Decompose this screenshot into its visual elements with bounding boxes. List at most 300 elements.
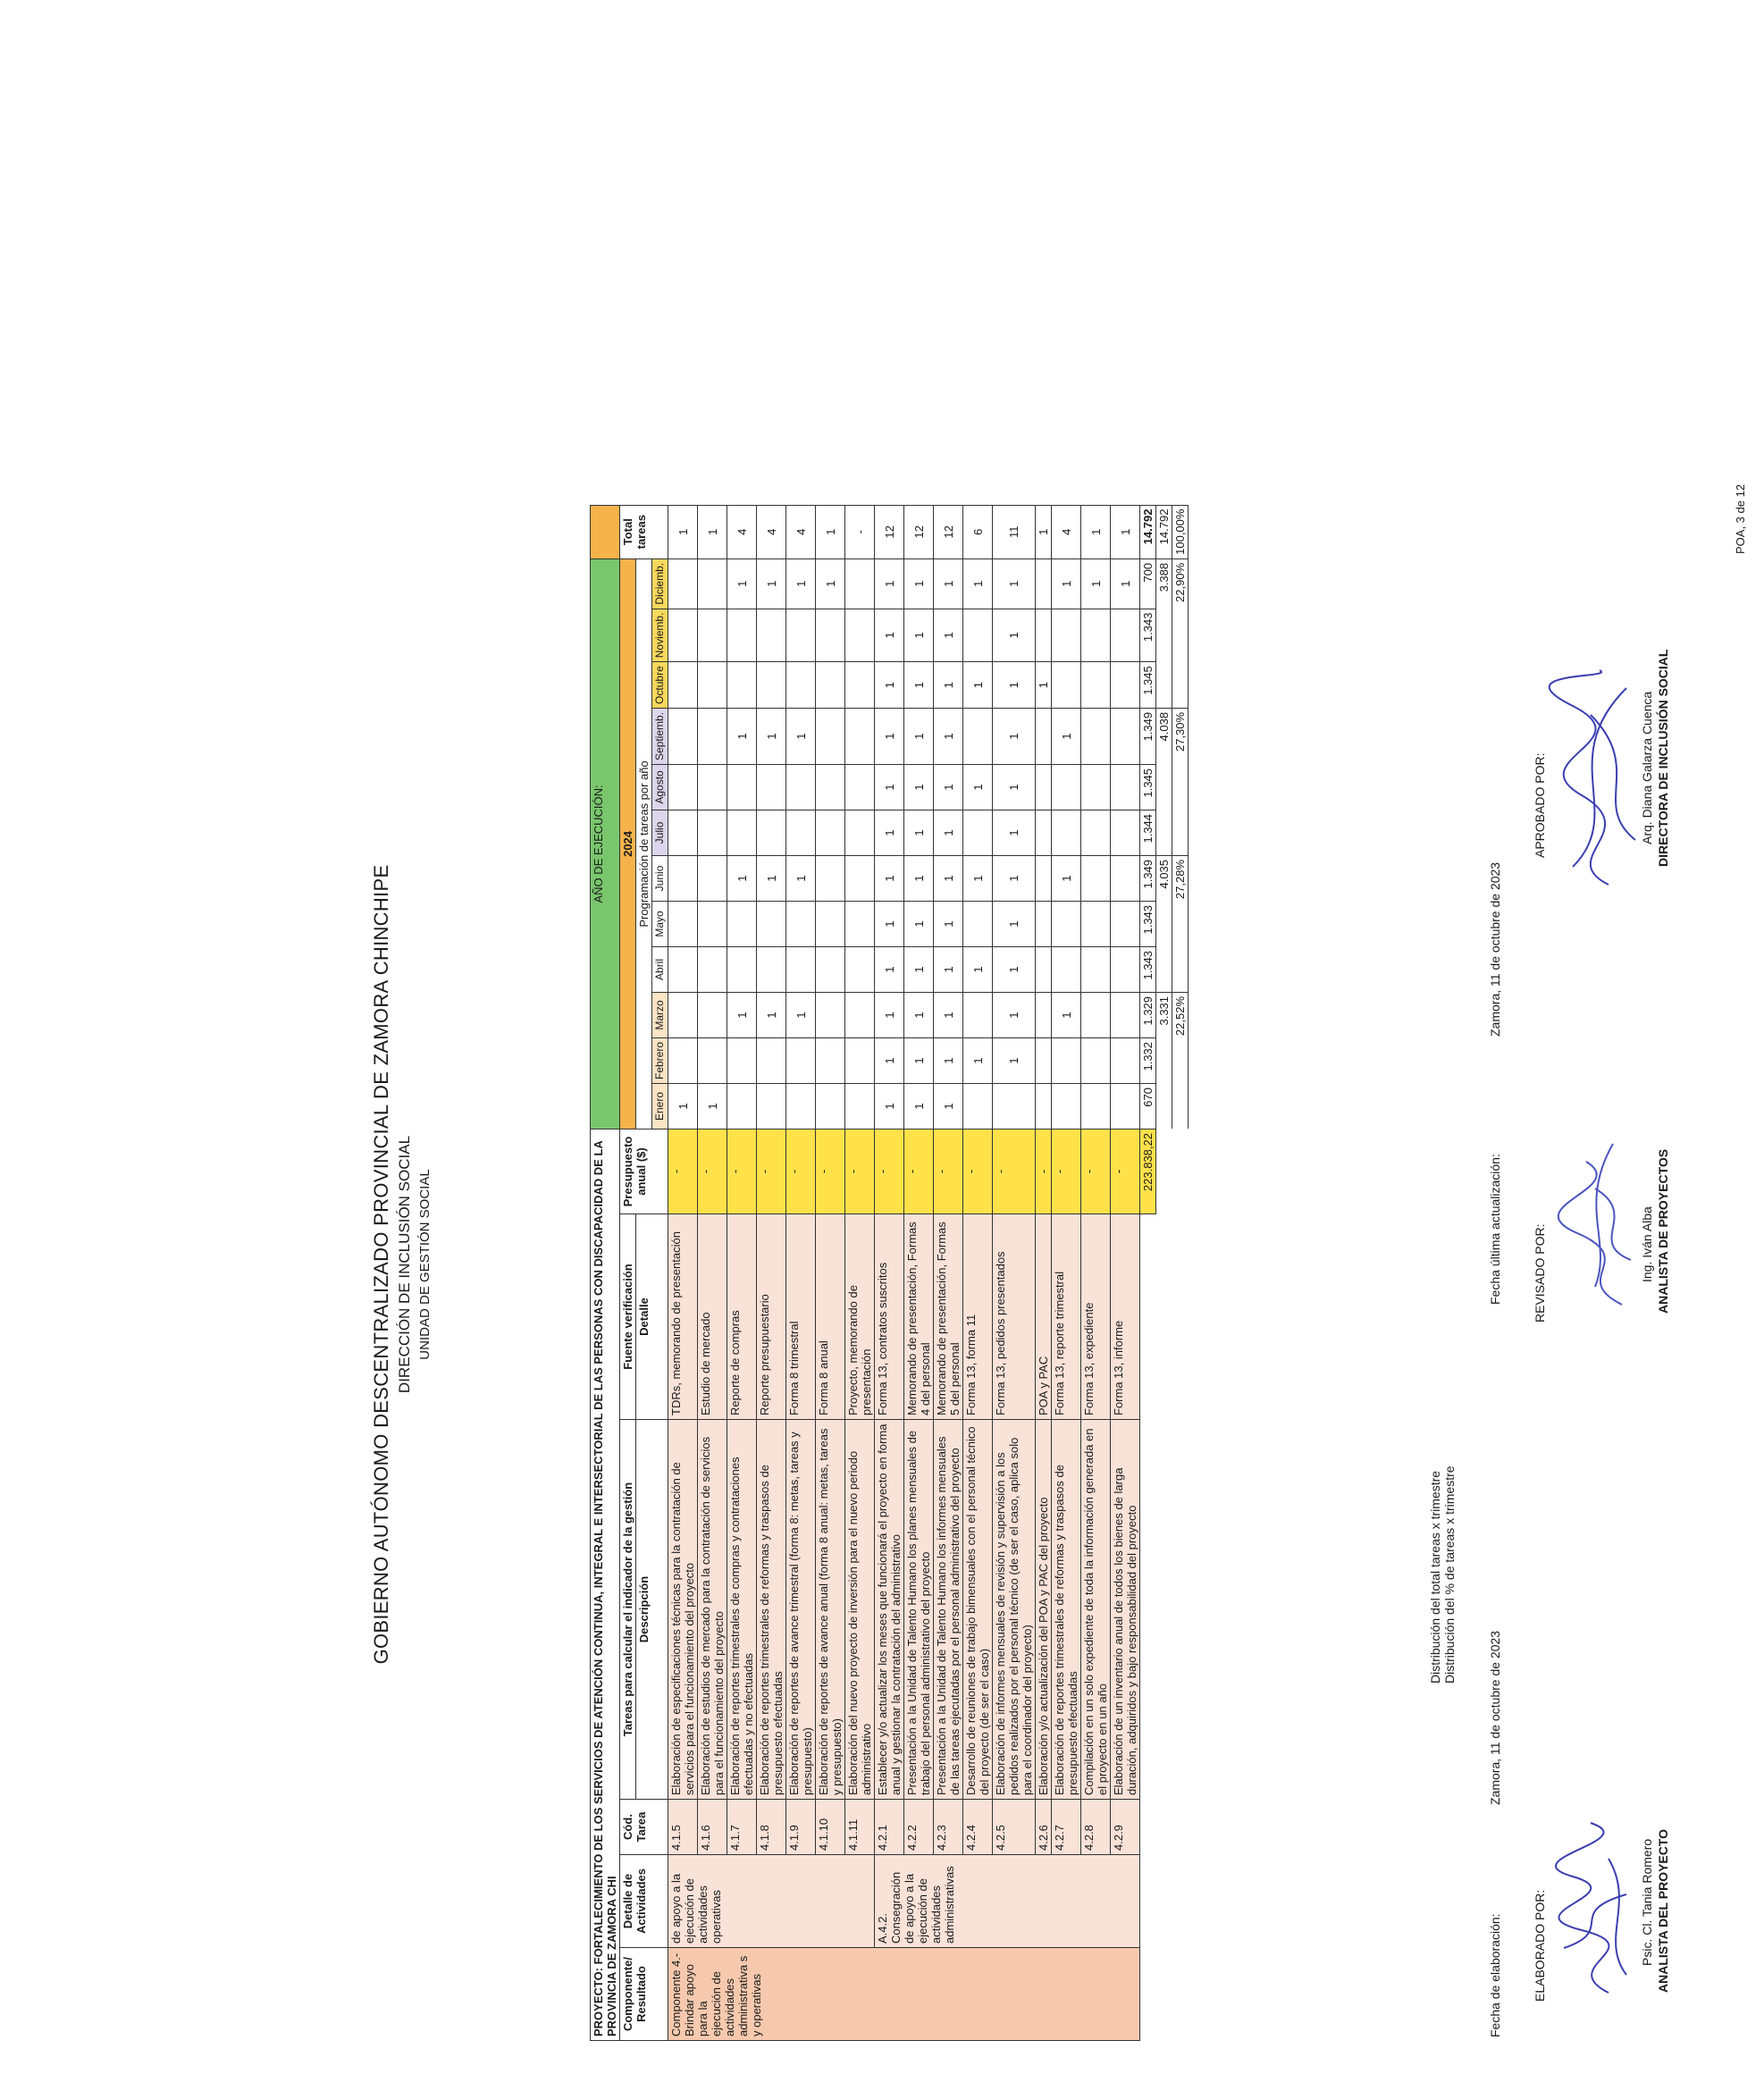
table-row	[668, 505, 698, 2040]
month-cell: 1	[963, 946, 993, 992]
month-cell: 1	[993, 609, 1036, 662]
month-cell: 1	[875, 558, 904, 609]
fuente-cell: Forma 13, pedidos presentados	[993, 1214, 1036, 1420]
presupuesto-cell: -	[904, 1129, 934, 1214]
cod-tarea-cell: 4.2.9	[1111, 1800, 1140, 1855]
month-cell: 1	[904, 662, 934, 709]
table-row	[757, 505, 786, 2040]
fuente-cell: Reporte presupuestario	[757, 1214, 786, 1420]
month-cell: 1	[934, 558, 963, 609]
month-cell	[845, 1037, 875, 1083]
month-header: Agosto	[652, 764, 668, 810]
month-cell: 1	[904, 946, 934, 992]
month-cell	[1111, 1037, 1140, 1083]
month-cell	[1111, 855, 1140, 901]
month-cell: 1	[904, 609, 934, 662]
month-cell	[816, 1037, 845, 1083]
month-cell: 1	[993, 855, 1036, 901]
month-cell	[1036, 609, 1052, 662]
month-cell	[816, 662, 845, 709]
month-cell: 1	[993, 558, 1036, 609]
month-cell: 1	[1081, 558, 1111, 609]
table-row	[993, 505, 1036, 2040]
month-cell: 1	[727, 992, 757, 1037]
presupuesto-cell: -	[875, 1129, 904, 1214]
month-total: 1.345	[1140, 662, 1156, 709]
month-cell: 1	[993, 708, 1036, 764]
month-cell	[757, 764, 786, 810]
quarter-total: 14.792	[1156, 505, 1172, 558]
cod-tarea-cell: 4.1.7	[727, 1800, 757, 1855]
descripcion-cell: Elaboración y/o actualización del POA y PAC del proyecto	[1036, 1420, 1052, 1800]
month-cell: 1	[757, 855, 786, 901]
col-fuente: Fuente verificación	[620, 1214, 636, 1420]
month-cell	[1081, 764, 1111, 810]
total-cell: 4	[1052, 505, 1081, 558]
month-cell	[1036, 764, 1052, 810]
month-cell	[1036, 992, 1052, 1037]
month-cell	[757, 662, 786, 709]
month-cell: 1	[963, 764, 993, 810]
month-cell: 1	[934, 992, 963, 1037]
month-cell	[1052, 609, 1081, 662]
revisado-name: Ing. Iván Alba	[1640, 1206, 1654, 1282]
month-cell	[963, 901, 993, 946]
month-cell	[668, 810, 698, 855]
month-cell	[1111, 992, 1140, 1037]
month-header: Marzo	[652, 992, 668, 1037]
month-cell	[963, 708, 993, 764]
descripcion-cell: Elaboración de reportes trimestrales de reformas y traspasos de presupuesto efectuadas	[1052, 1420, 1081, 1800]
month-cell	[757, 946, 786, 992]
month-header: Julio	[652, 810, 668, 855]
presupuesto-cell: -	[1052, 1129, 1081, 1214]
month-cell	[1111, 1084, 1140, 1129]
month-cell: 1	[1111, 558, 1140, 609]
month-cell: 1	[698, 1084, 727, 1129]
month-cell: 1	[727, 855, 757, 901]
table-row	[1036, 505, 1052, 2040]
month-cell	[668, 662, 698, 709]
month-cell	[786, 662, 816, 709]
fuente-cell: Memorando de presentación, Formas 5 del personal	[934, 1214, 963, 1420]
presupuesto-cell: -	[963, 1129, 993, 1214]
distribution-total-label: Distribución del total tareas x trimestre	[1428, 1470, 1442, 1684]
total-cell: 4	[786, 505, 816, 558]
descripcion-cell: Elaboración de informes mensuales de revisión y supervisión a los pedidos realizados por el personal técnico (de ser el caso, aplica solo para el coordinador del proyecto)	[993, 1420, 1036, 1800]
page-number: POA, 3 de 12	[1734, 483, 1747, 554]
month-cell: 1	[904, 1084, 934, 1129]
fuente-cell: Forma 13, forma 11	[963, 1214, 993, 1420]
month-cell: 1	[963, 662, 993, 709]
month-cell: 1	[875, 662, 904, 709]
elaborado-name: Psic. Cl. Tania Romero	[1640, 1838, 1654, 1966]
table-row	[875, 505, 904, 2040]
month-cell	[757, 609, 786, 662]
presupuesto-cell: -	[1081, 1129, 1111, 1214]
month-cell	[757, 810, 786, 855]
month-cell	[1081, 609, 1111, 662]
month-cell	[668, 1037, 698, 1083]
table-row	[934, 505, 963, 2040]
month-cell: 1	[1052, 855, 1081, 901]
month-cell	[963, 992, 993, 1037]
month-cell	[1081, 810, 1111, 855]
cod-tarea-cell: 4.1.8	[757, 1800, 786, 1855]
month-header: Febrero	[652, 1037, 668, 1083]
month-cell	[1111, 609, 1140, 662]
revisado-role: ANALISTA DE PROYECTOS	[1656, 1148, 1670, 1314]
month-cell	[1036, 901, 1052, 946]
descripcion-cell: Establecer y/o actualizar los meses que funcionará el proyecto en forma anual y gestionar la contratación del administrativo	[875, 1420, 904, 1800]
month-cell: 1	[1036, 662, 1052, 709]
month-cell	[668, 946, 698, 992]
cod-tarea-cell: 4.1.11	[845, 1800, 875, 1855]
fuente-cell: Reporte de compras	[727, 1214, 757, 1420]
month-cell: 1	[875, 901, 904, 946]
cod-tarea-cell: 4.2.7	[1052, 1800, 1081, 1855]
month-cell	[816, 901, 845, 946]
month-cell: 1	[904, 1037, 934, 1083]
month-cell: 1	[934, 662, 963, 709]
quarter-percent-row	[1172, 505, 1189, 2040]
month-cell: 1	[875, 992, 904, 1037]
month-cell: 1	[1052, 558, 1081, 609]
total-cell: 1	[1081, 505, 1111, 558]
descripcion-cell: Elaboración de reportes de avance trimestral (forma 8: metas, tareas y presupuesto)	[786, 1420, 816, 1800]
month-cell	[1036, 1084, 1052, 1129]
total-cell: 12	[904, 505, 934, 558]
total-cell: 1	[1111, 505, 1140, 558]
month-cell	[845, 662, 875, 709]
month-header: Junio	[652, 855, 668, 901]
quarter-value: 3.331	[1156, 992, 1172, 1129]
month-cell	[1081, 662, 1111, 709]
month-total: 1.332	[1140, 1037, 1156, 1083]
month-cell	[816, 855, 845, 901]
month-cell: 1	[904, 558, 934, 609]
fuente-cell: Forma 8 trimestral	[786, 1214, 816, 1420]
month-cell: 1	[934, 810, 963, 855]
fuente-cell: Memorando de presentación, Formas 4 del personal	[904, 1214, 934, 1420]
revisado-label: REVISADO POR:	[1533, 1223, 1547, 1323]
month-cell	[698, 764, 727, 810]
month-cell: 1	[875, 946, 904, 992]
month-cell: 1	[875, 764, 904, 810]
month-total: 1.349	[1140, 855, 1156, 901]
totals-row	[1140, 505, 1156, 2040]
month-cell	[727, 662, 757, 709]
presupuesto-cell: -	[993, 1129, 1036, 1214]
direction-title: DIRECCIÓN DE INCLUSIÓN SOCIAL	[396, 1135, 413, 1394]
month-cell: 1	[993, 662, 1036, 709]
month-header: Octubre	[652, 662, 668, 709]
month-cell: 1	[904, 901, 934, 946]
month-cell: 1	[786, 855, 816, 901]
month-cell: 1	[934, 609, 963, 662]
presupuesto-total: 223.838,22	[1140, 1129, 1156, 1214]
month-total: 700	[1140, 558, 1156, 609]
quarter-value: 3.388	[1156, 558, 1172, 708]
month-header: Enero	[652, 1084, 668, 1129]
month-cell: 1	[904, 992, 934, 1037]
month-cell	[698, 855, 727, 901]
month-cell: 1	[993, 992, 1036, 1037]
month-cell	[1036, 708, 1052, 764]
descripcion-cell: Presentación a la Unidad de Talento Humano los planes mensuales de trabajo del personal administrativo del proyecto	[904, 1420, 934, 1800]
month-cell	[786, 764, 816, 810]
month-cell: 1	[786, 558, 816, 609]
month-total: 1.343	[1140, 901, 1156, 946]
quarter-value: 4.035	[1156, 855, 1172, 992]
fuente-cell: Forma 13, contratos suscritos	[875, 1214, 904, 1420]
month-cell: 1	[993, 946, 1036, 992]
month-cell: 1	[904, 855, 934, 901]
fecha-actualizacion-value: Zamora, 11 de octubre de 2023	[1488, 861, 1502, 1037]
month-cell	[816, 708, 845, 764]
fecha-elaboracion-value: Zamora, 11 de octubre de 2023	[1488, 1630, 1502, 1805]
month-cell	[963, 810, 993, 855]
month-header: Septiemb.	[652, 708, 668, 764]
month-cell	[727, 1037, 757, 1083]
month-cell	[1111, 946, 1140, 992]
cod-tarea-cell: 4.1.10	[816, 1800, 845, 1855]
fuente-cell: Forma 13, informe	[1111, 1214, 1140, 1420]
month-cell	[1052, 946, 1081, 992]
month-cell	[1081, 1037, 1111, 1083]
month-cell: 1	[934, 708, 963, 764]
year-value: 2024	[620, 558, 636, 1129]
month-cell: 1	[993, 901, 1036, 946]
project-title: PROYECTO: FORTALECIMIENTO DE LOS SERVICIOS DE ATENCIÓN CONTINUA, INTEGRAL E INTERSECTORIAL DE LAS PERSONAS CON DISCAPACIDAD DE LA PROVINCIA DE ZAMORA CHI	[591, 1129, 620, 2041]
month-header: Mayo	[652, 901, 668, 946]
month-cell	[845, 1084, 875, 1129]
month-cell	[786, 1084, 816, 1129]
table-row	[786, 505, 816, 2040]
month-cell	[668, 901, 698, 946]
descripcion-cell: Elaboración de estudios de mercado para la contratación de servicios para el funcionamiento del proyecto	[698, 1420, 727, 1800]
month-cell	[757, 1037, 786, 1083]
fuente-cell: POA y PAC	[1036, 1214, 1052, 1420]
cod-tarea-cell: 4.2.3	[934, 1800, 963, 1855]
month-cell	[845, 946, 875, 992]
descripcion-cell: Elaboración de reportes trimestrales de compras y contrataciones efectuadas y no efectuadas	[727, 1420, 757, 1800]
month-cell	[1111, 764, 1140, 810]
col-componente: Componente/ Resultado	[620, 1948, 668, 2041]
month-cell	[1081, 992, 1111, 1037]
month-cell	[845, 855, 875, 901]
month-cell	[698, 662, 727, 709]
month-cell: 1	[934, 764, 963, 810]
month-cell: 1	[875, 855, 904, 901]
table-row	[904, 505, 934, 2040]
month-cell: 1	[993, 764, 1036, 810]
total-cell: 12	[875, 505, 904, 558]
month-total: 1.343	[1140, 946, 1156, 992]
cod-tarea-cell: 4.2.2	[904, 1800, 934, 1855]
table-row	[845, 505, 875, 2040]
cod-tarea-cell: 4.2.1	[875, 1800, 904, 1855]
month-cell	[845, 558, 875, 609]
month-cell	[1052, 901, 1081, 946]
month-cell	[698, 946, 727, 992]
month-cell: 1	[934, 855, 963, 901]
month-cell: 1	[934, 1037, 963, 1083]
fecha-actualizacion-label: Fecha última actualización:	[1488, 1154, 1502, 1305]
table-row	[1111, 505, 1140, 2040]
month-cell	[1036, 1037, 1052, 1083]
cod-tarea-cell: 4.2.8	[1081, 1800, 1111, 1855]
descripcion-cell: Desarrollo de reuniones de trabajo bimensuales con el personal técnico del proyecto (de ser el caso)	[963, 1420, 993, 1800]
presupuesto-cell: -	[934, 1129, 963, 1214]
fecha-elaboracion-label: Fecha de elaboración:	[1488, 1913, 1502, 2037]
fuente-cell: Forma 8 anual	[816, 1214, 845, 1420]
month-cell: 1	[1052, 992, 1081, 1037]
month-cell	[668, 992, 698, 1037]
month-cell	[1081, 946, 1111, 992]
month-cell	[668, 558, 698, 609]
month-cell	[1081, 855, 1111, 901]
month-cell	[963, 1084, 993, 1129]
month-total: 1.343	[1140, 609, 1156, 662]
col-programacion: Programación de tareas por año	[636, 558, 652, 1129]
month-cell: 1	[727, 708, 757, 764]
month-cell	[845, 609, 875, 662]
aprobado-role: DIRECTORA DE INCLUSIÓN SOCIAL	[1656, 649, 1670, 867]
month-cell: 1	[963, 558, 993, 609]
aprobado-label: APROBADO POR:	[1533, 752, 1547, 858]
month-cell	[698, 708, 727, 764]
month-header: Abril	[652, 946, 668, 992]
month-cell	[757, 1084, 786, 1129]
month-cell: 1	[875, 810, 904, 855]
total-cell: -	[845, 505, 875, 558]
year-label: AÑO DE EJECUCIÓN:	[591, 558, 620, 1129]
total-cell: 4	[727, 505, 757, 558]
month-cell: 1	[993, 810, 1036, 855]
quarter-value: 4.038	[1156, 708, 1172, 855]
month-cell	[727, 764, 757, 810]
presupuesto-cell: -	[727, 1129, 757, 1214]
month-cell	[845, 764, 875, 810]
quarter-value: 27,30%	[1172, 708, 1189, 855]
month-cell: 1	[757, 708, 786, 764]
month-cell: 1	[786, 708, 816, 764]
presupuesto-cell: -	[668, 1129, 698, 1214]
quarter-total: 100,00%	[1172, 505, 1189, 558]
month-cell	[845, 708, 875, 764]
elaborado-label: ELABORADO POR:	[1533, 1889, 1547, 2002]
month-cell	[816, 1084, 845, 1129]
total-cell: 1	[698, 505, 727, 558]
presupuesto-cell: -	[845, 1129, 875, 1214]
presupuesto-cell: -	[757, 1129, 786, 1214]
month-total: 1.329	[1140, 992, 1156, 1037]
month-cell	[698, 810, 727, 855]
cod-tarea-cell: 4.1.6	[698, 1800, 727, 1855]
quarter-value: 27,28%	[1172, 855, 1189, 992]
month-cell	[727, 901, 757, 946]
month-cell	[698, 901, 727, 946]
cod-tarea-cell: 4.1.9	[786, 1800, 816, 1855]
distribution-pct-label: Distribución del % de tareas x trimestre	[1442, 1465, 1457, 1684]
organization-title: GOBIERNO AUTÓNOMO DESCENTRALIZADO PROVINCIAL DE ZAMORA CHINCHIPE	[370, 864, 392, 1665]
month-cell	[845, 901, 875, 946]
month-cell	[1052, 1084, 1081, 1129]
elaborado-role: ANALISTA DEL PROYECTO	[1656, 1828, 1670, 1993]
month-cell	[1052, 764, 1081, 810]
month-cell	[1081, 708, 1111, 764]
month-cell	[1036, 558, 1052, 609]
descripcion-cell: Presentación a la Unidad de Talento Humano los informes mensuales de las tareas ejecutadas por el personal administrativo del proyecto	[934, 1420, 963, 1800]
month-header: Diciemb.	[652, 558, 668, 609]
month-cell	[1052, 810, 1081, 855]
month-cell	[1036, 810, 1052, 855]
month-cell	[698, 1037, 727, 1083]
month-cell: 1	[786, 992, 816, 1037]
month-cell	[1036, 946, 1052, 992]
month-total: 1.345	[1140, 764, 1156, 810]
month-cell	[757, 901, 786, 946]
quarter-value: 22,52%	[1172, 992, 1189, 1129]
month-cell	[727, 1084, 757, 1129]
month-cell: 1	[668, 1084, 698, 1129]
month-cell	[1111, 901, 1140, 946]
month-cell	[698, 992, 727, 1037]
month-cell: 1	[963, 1037, 993, 1083]
total-cell: 4	[757, 505, 786, 558]
rotated-document-page	[286, 438, 1764, 2091]
total-cell: 11	[993, 505, 1036, 558]
month-cell	[1052, 1037, 1081, 1083]
month-cell	[1081, 901, 1111, 946]
month-cell	[786, 946, 816, 992]
month-cell	[727, 609, 757, 662]
aprobado-name: Arq. Diana Galarza Cuenca	[1640, 691, 1654, 844]
presupuesto-cell: -	[698, 1129, 727, 1214]
month-cell	[668, 855, 698, 901]
table-row	[816, 505, 845, 2040]
month-cell	[786, 609, 816, 662]
month-cell: 1	[727, 558, 757, 609]
poa-table	[590, 505, 1189, 2041]
descripcion-cell: Elaboración de reportes trimestrales de reformas y traspasos de presupuesto efectuadas	[757, 1420, 786, 1800]
month-cell	[845, 992, 875, 1037]
fuente-cell: Estudio de mercado	[698, 1214, 727, 1420]
quarter-totals-row	[1156, 505, 1172, 2040]
month-total: 1.349	[1140, 708, 1156, 764]
month-cell	[698, 609, 727, 662]
month-cell	[668, 609, 698, 662]
col-descripcion: Descripción	[636, 1420, 668, 1800]
descripcion-cell: Elaboración del nuevo proyecto de inversión para el nuevo periodo administrativo	[845, 1420, 875, 1800]
table-row	[698, 505, 727, 2040]
presupuesto-cell: -	[1111, 1129, 1140, 1214]
month-cell	[816, 992, 845, 1037]
total-cell: 6	[963, 505, 993, 558]
cod-tarea-cell: 4.2.4	[963, 1800, 993, 1855]
cod-tarea-cell: 4.2.6	[1036, 1800, 1052, 1855]
col-detalle-actividades: Detalle de Actividades	[620, 1855, 668, 1948]
detalle-actividades-cell: de apoyo a la ejecución de actividades operativas	[668, 1855, 875, 1948]
month-header: Noviemb.	[652, 609, 668, 662]
cod-tarea-cell: 4.1.5	[668, 1800, 698, 1855]
col-cod-tarea: Cód. Tarea	[620, 1800, 668, 1855]
quarter-value: 22,90%	[1172, 558, 1189, 708]
table-row	[1081, 505, 1111, 2040]
col-detalle: Detalle	[636, 1214, 668, 1420]
col-tareas: Tareas para calcular el indicador de la gestión	[620, 1420, 636, 1800]
